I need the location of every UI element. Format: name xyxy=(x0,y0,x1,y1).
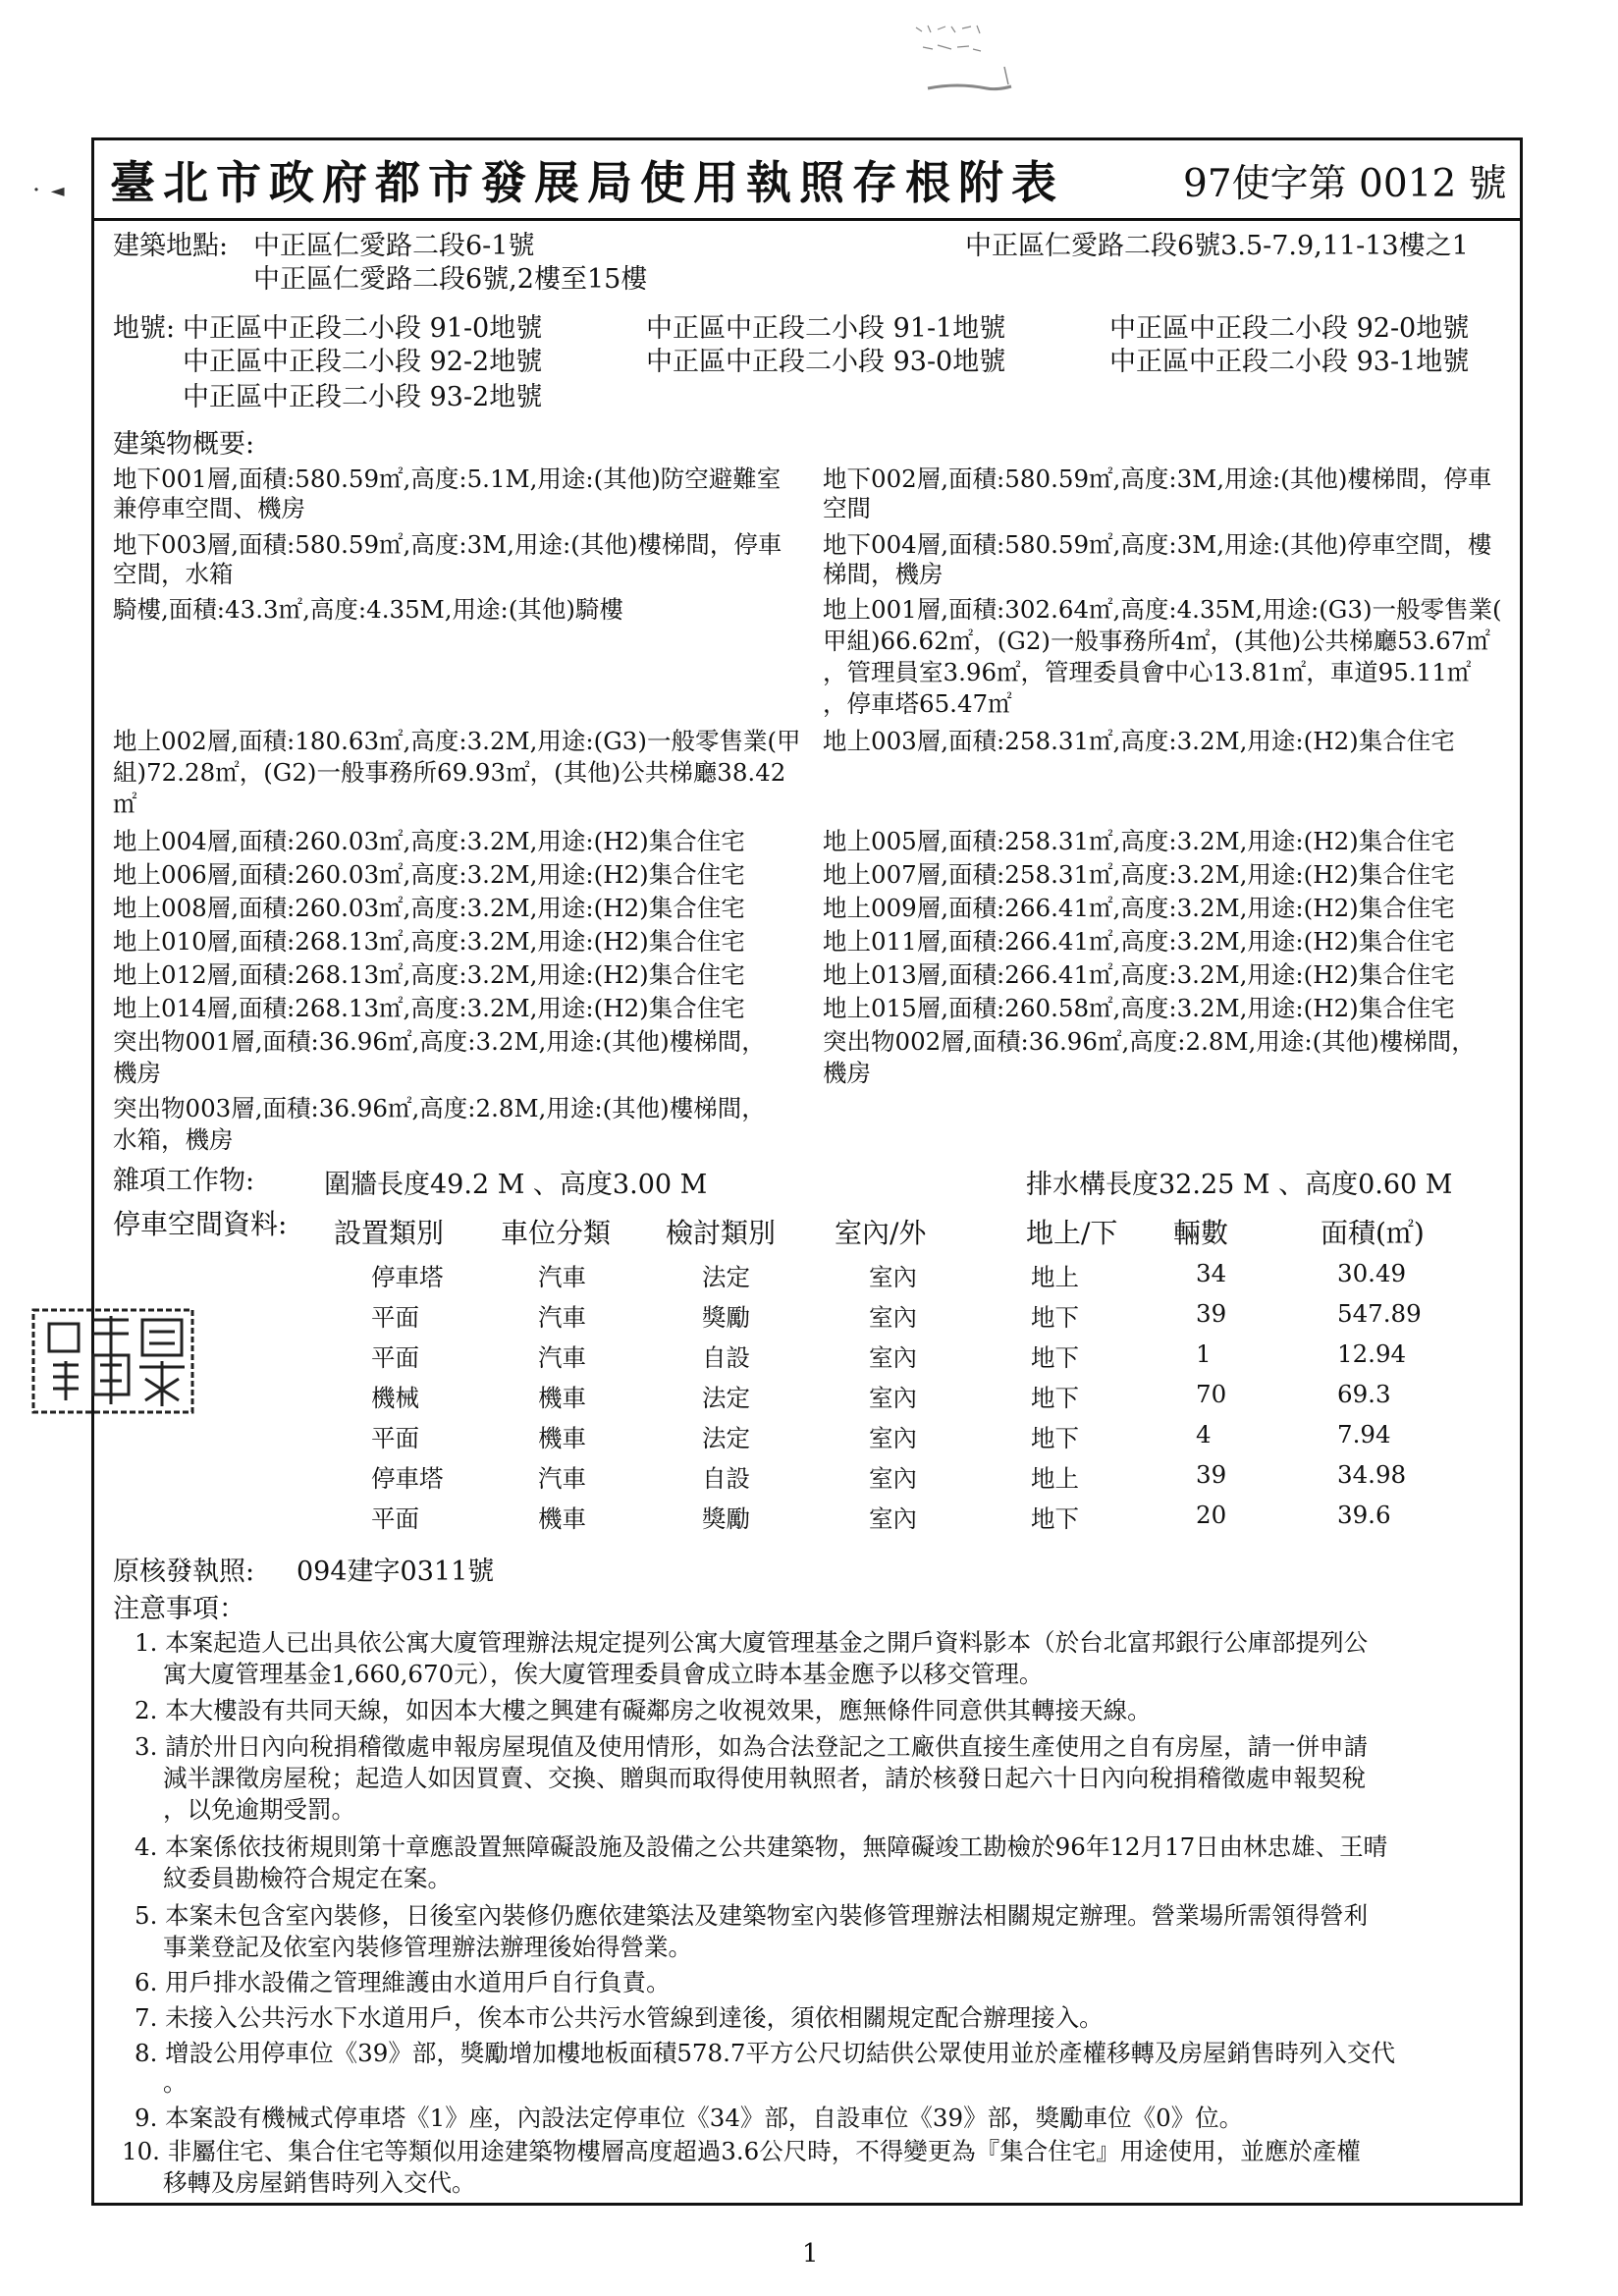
scan-smudge-mark xyxy=(908,18,1026,101)
parking-cell: 汽車 xyxy=(538,1263,586,1291)
parking-cell: 自設 xyxy=(702,1343,750,1372)
building-line: ，停車塔65.47㎡ xyxy=(823,689,1012,718)
lot-item: 中正區中正段二小段 91-1地號 xyxy=(646,313,1006,344)
note-line: ，以免逾期受罰。 xyxy=(163,1795,355,1824)
parking-cell: 汽車 xyxy=(538,1343,586,1372)
building-line: 地上007層,面積:258.31㎡,高度:3.2M,用途:(H2)集合住宅 xyxy=(823,860,1455,889)
parking-header-cell: 檢討類別 xyxy=(666,1217,777,1249)
scan-edge-mark: ・ ◄ xyxy=(27,181,65,201)
building-line: 地上004層,面積:260.03㎡,高度:3.2M,用途:(H2)集合住宅 xyxy=(113,827,745,855)
site-address-1: 中正區仁愛路二段6-1號 xyxy=(253,231,535,261)
building-line: ，管理員室3.96㎡，管理委員會中心13.81㎡，車道95.11㎡ xyxy=(823,658,1472,686)
building-line: 地上001層,面積:302.64㎡,高度:4.35M,用途:(G3)一般零售業( xyxy=(823,595,1502,624)
building-line: 地上012層,面積:268.13㎡,高度:3.2M,用途:(H2)集合住宅 xyxy=(113,960,745,989)
parking-cell: 39 xyxy=(1196,1299,1227,1328)
parking-header-cell: 輛數 xyxy=(1173,1217,1229,1249)
building-line: 突出物002層,面積:36.96㎡,高度:2.8M,用途:(其他)樓梯間， xyxy=(823,1027,1476,1056)
building-line: 地上011層,面積:266.41㎡,高度:3.2M,用途:(H2)集合住宅 xyxy=(823,927,1455,956)
building-label: 建築物概要: xyxy=(113,429,255,460)
parking-cell: 4 xyxy=(1196,1420,1212,1449)
parking-cell: 12.94 xyxy=(1337,1339,1407,1368)
original-permit-label: 原核發執照: xyxy=(113,1557,255,1587)
note-line: 10. 非屬住宅、集合住宅等類似用途建築物樓層高度超過3.6公尺時，不得變更為『集合住宅』用途使用，並應於產權 xyxy=(122,2137,1361,2165)
building-line: 地下002層,面積:580.59㎡,高度:3M,用途:(其他)樓梯間，停車 xyxy=(823,465,1492,493)
lot-item: 中正區中正段二小段 93-0地號 xyxy=(646,347,1006,377)
site-label: 建築地點: xyxy=(113,231,229,261)
building-line: 地下003層,面積:580.59㎡,高度:3M,用途:(其他)樓梯間，停車 xyxy=(113,530,782,559)
building-line: 地上010層,面積:268.13㎡,高度:3.2M,用途:(H2)集合住宅 xyxy=(113,927,745,956)
parking-cell: 30.49 xyxy=(1337,1259,1407,1287)
building-line: 地上002層,面積:180.63㎡,高度:3.2M,用途:(G3)一般零售業(甲 xyxy=(113,727,801,755)
note-line: 3. 請於卅日內向稅捐稽徵處申報房屋現值及使用情形，如為合法登記之工廠供直接生產使用之自有房屋，請一併申請 xyxy=(135,1732,1369,1761)
note-line: 4. 本案係依技術規則第十章應設置無障礙設施及設備之公共建築物，無障礙竣工勘檢於96年12月17日由林忠雄、王晴 xyxy=(135,1832,1388,1861)
parking-cell: 室內 xyxy=(869,1384,917,1412)
note-line: 9. 本案設有機械式停車塔《1》座，內設法定停車位《34》部，自設車位《39》部，獎勵車位《0》位。 xyxy=(135,2104,1244,2132)
building-line: 騎樓,面積:43.3㎡,高度:4.35M,用途:(其他)騎樓 xyxy=(113,595,623,624)
parking-cell: 平面 xyxy=(371,1343,419,1372)
parking-cell: 20 xyxy=(1196,1501,1227,1529)
parking-cell: 34 xyxy=(1196,1259,1227,1287)
note-line: 事業登記及依室內裝修管理辦法辦理後始得營業。 xyxy=(163,1933,692,1961)
page-number: 1 xyxy=(802,2239,819,2269)
lot-item: 中正區中正段二小段 92-2地號 xyxy=(183,347,543,377)
parking-cell: 地上 xyxy=(1031,1464,1079,1493)
parking-cell: 平面 xyxy=(371,1424,419,1452)
parking-header-cell: 室內/外 xyxy=(835,1217,927,1249)
note-line: 6. 用戶排水設備之管理維護由水道用戶自行負責。 xyxy=(135,1968,671,1996)
lot-item: 中正區中正段二小段 93-2地號 xyxy=(183,382,543,412)
building-line: 地上014層,面積:268.13㎡,高度:3.2M,用途:(H2)集合住宅 xyxy=(113,994,745,1022)
note-line: 1. 本案起造人已出具依公寓大廈管理辦法規定提列公寓大廈管理基金之開戶資料影本（於台北富邦銀行公庫部提列公 xyxy=(135,1628,1369,1657)
parking-cell: 法定 xyxy=(702,1384,750,1412)
note-line: 移轉及房屋銷售時列入交代。 xyxy=(163,2168,476,2197)
parking-cell: 地上 xyxy=(1031,1263,1079,1291)
parking-cell: 地下 xyxy=(1031,1384,1079,1412)
parking-cell: 1 xyxy=(1196,1339,1212,1368)
parking-cell: 法定 xyxy=(702,1263,750,1291)
building-line: 機房 xyxy=(823,1059,871,1087)
notes-label: 注意事項： xyxy=(113,1594,245,1624)
building-line: 地下004層,面積:580.59㎡,高度:3M,用途:(其他)停車空間，樓 xyxy=(823,530,1492,559)
note-line: 。 xyxy=(163,2068,188,2097)
building-line: 機房 xyxy=(113,1059,161,1087)
parking-header-cell: 地上/下 xyxy=(1026,1217,1118,1249)
building-line: 兼停車空間、機房 xyxy=(113,494,305,522)
building-line: 甲組)66.62㎡，(G2)一般事務所4㎡，(其他)公共梯廳53.67㎡ xyxy=(823,627,1490,655)
building-line: 地上015層,面積:260.58㎡,高度:3.2M,用途:(H2)集合住宅 xyxy=(823,994,1455,1022)
parking-cell: 39 xyxy=(1196,1460,1227,1489)
building-line: 突出物001層,面積:36.96㎡,高度:3.2M,用途:(其他)樓梯間， xyxy=(113,1027,766,1056)
parking-cell: 室內 xyxy=(869,1343,917,1372)
note-line: 5. 本案未包含室內裝修，日後室內裝修仍應依建築法及建築物室內裝修管理辦法相關規定辦理。營業場所需領得營利 xyxy=(135,1901,1369,1930)
parking-cell: 機車 xyxy=(538,1504,586,1533)
lot-item: 中正區中正段二小段 93-1地號 xyxy=(1109,347,1470,377)
parking-cell: 室內 xyxy=(869,1464,917,1493)
parking-cell: 547.89 xyxy=(1337,1299,1422,1328)
parking-cell: 停車塔 xyxy=(371,1464,444,1493)
building-line: 地上005層,面積:258.31㎡,高度:3.2M,用途:(H2)集合住宅 xyxy=(823,827,1455,855)
parking-cell: 獎勵 xyxy=(702,1504,750,1533)
parking-cell: 70 xyxy=(1196,1380,1227,1408)
note-line: 2. 本大樓設有共同天線，如因本大樓之興建有礙鄰房之收視效果，應無條件同意供其轉接天線。 xyxy=(135,1696,1152,1724)
site-address-right: 中正區仁愛路二段6號3.5-7.9,11-13樓之1 xyxy=(965,231,1469,261)
building-line: 組)72.28㎡，(G2)一般事務所69.93㎡，(其他)公共梯廳38.42 xyxy=(113,758,786,787)
parking-header-cell: 面積(㎡) xyxy=(1321,1217,1425,1249)
parking-cell: 地下 xyxy=(1031,1343,1079,1372)
building-line: 地上013層,面積:266.41㎡,高度:3.2M,用途:(H2)集合住宅 xyxy=(823,960,1455,989)
building-line: 空間，水箱 xyxy=(113,560,234,588)
official-seal-stamp xyxy=(29,1306,196,1416)
lot-item: 中正區中正段二小段 92-0地號 xyxy=(1109,313,1470,344)
note-line: 紋委員勘檢符合規定在案。 xyxy=(163,1864,452,1892)
parking-cell: 室內 xyxy=(869,1424,917,1452)
parking-cell: 機車 xyxy=(538,1384,586,1412)
site-address-2: 中正區仁愛路二段6號,2樓至15樓 xyxy=(253,264,648,295)
original-permit-value: 094建字0311號 xyxy=(297,1557,495,1587)
misc-works-label: 雜項工作物: xyxy=(113,1166,255,1196)
parking-cell: 自設 xyxy=(702,1464,750,1493)
note-line: 減半課徵房屋稅；起造人如因買賣、交換、贈與而取得使用執照者，請於核發日起六十日內向稅捐稽徵處申報契稅 xyxy=(163,1764,1366,1792)
parking-cell: 69.3 xyxy=(1337,1380,1391,1408)
building-line: 空間 xyxy=(823,494,871,522)
parking-header-cell: 設置類別 xyxy=(334,1217,445,1249)
parking-cell: 34.98 xyxy=(1337,1460,1407,1489)
note-line: 8. 增設公用停車位《39》部，獎勵增加樓地板面積578.7平方公尺切結供公眾使用並於產權移轉及房屋銷售時列入交代 xyxy=(135,2039,1395,2067)
building-line: 地上003層,面積:258.31㎡,高度:3.2M,用途:(H2)集合住宅 xyxy=(823,727,1455,755)
building-line: ㎡ xyxy=(113,790,137,818)
parking-cell: 機械 xyxy=(371,1384,419,1412)
parking-cell: 機車 xyxy=(538,1424,586,1452)
misc-works-wall: 圍牆長度49.2 M 、高度3.00 M xyxy=(324,1170,708,1200)
parking-cell: 地下 xyxy=(1031,1424,1079,1452)
parking-cell: 7.94 xyxy=(1337,1420,1391,1449)
lot-item: 中正區中正段二小段 91-0地號 xyxy=(183,313,543,344)
building-line: 地上009層,面積:266.41㎡,高度:3.2M,用途:(H2)集合住宅 xyxy=(823,894,1455,922)
building-line: 地上006層,面積:260.03㎡,高度:3.2M,用途:(H2)集合住宅 xyxy=(113,860,745,889)
building-line: 水箱，機房 xyxy=(113,1125,234,1154)
building-line: 地下001層,面積:580.59㎡,高度:5.1M,用途:(其他)防空避難室 xyxy=(113,465,782,493)
parking-label: 停車空間資料: xyxy=(113,1208,288,1240)
parking-cell: 法定 xyxy=(702,1424,750,1452)
building-line: 突出物003層,面積:36.96㎡,高度:2.8M,用途:(其他)樓梯間， xyxy=(113,1094,766,1122)
building-line: 梯間，機房 xyxy=(823,560,944,588)
parking-cell: 汽車 xyxy=(538,1464,586,1493)
parking-cell: 平面 xyxy=(371,1504,419,1533)
parking-cell: 地下 xyxy=(1031,1504,1079,1533)
building-line: 地上008層,面積:260.03㎡,高度:3.2M,用途:(H2)集合住宅 xyxy=(113,894,745,922)
parking-cell: 39.6 xyxy=(1337,1501,1391,1529)
parking-cell: 停車塔 xyxy=(371,1263,444,1291)
misc-works-drain: 排水構長度32.25 M 、高度0.60 M xyxy=(1026,1170,1453,1200)
header-divider xyxy=(91,218,1523,221)
note-line: 7. 未接入公共污水下水道用戶，俟本市公共污水管線到達後，須依相關規定配合辦理接入。 xyxy=(135,2003,1104,2032)
permit-number: 97使字第 0012 號 xyxy=(1183,162,1507,206)
parking-cell: 室內 xyxy=(869,1504,917,1533)
parking-cell: 室內 xyxy=(869,1303,917,1332)
parking-cell: 獎勵 xyxy=(702,1303,750,1332)
parking-cell: 地下 xyxy=(1031,1303,1079,1332)
document-title: 臺北市政府都市發展局使用執照存根附表 xyxy=(110,156,1064,209)
parking-cell: 汽車 xyxy=(538,1303,586,1332)
lots-label: 地號: xyxy=(113,313,176,344)
parking-cell: 平面 xyxy=(371,1303,419,1332)
parking-header-cell: 車位分類 xyxy=(501,1217,612,1249)
parking-cell: 室內 xyxy=(869,1263,917,1291)
note-line: 寓大廈管理基金1,660,670元），俟大廈管理委員會成立時本基金應予以移交管理。 xyxy=(163,1660,1044,1688)
